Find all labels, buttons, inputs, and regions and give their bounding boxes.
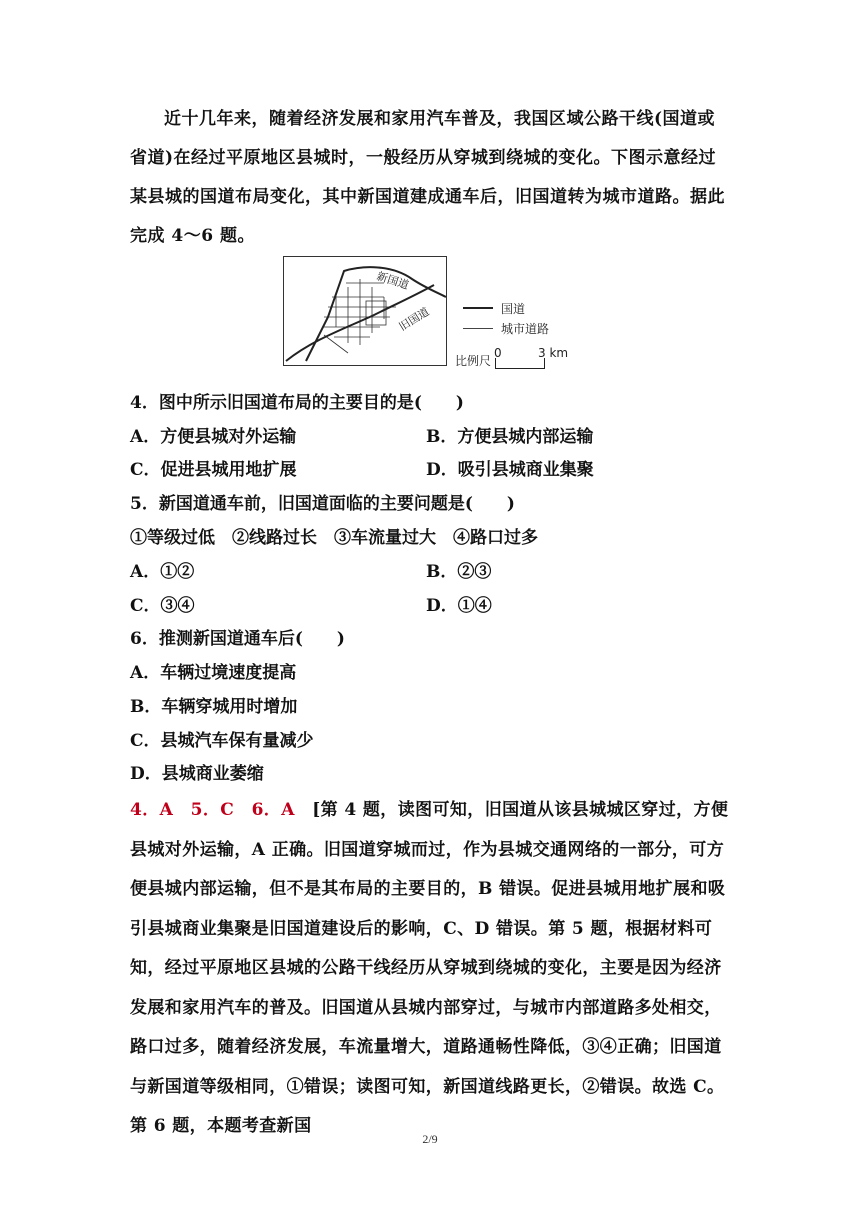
legend-city-road-label: 城市道路 <box>501 321 550 336</box>
thick-line-icon <box>463 307 493 309</box>
label-new-road: 新国道 <box>375 269 411 293</box>
scale-ruler <box>494 346 569 369</box>
scale-label: 比例尺 <box>455 354 492 368</box>
legend-highway-label: 国道 <box>501 301 526 316</box>
intro-text: 近十几年来，随着经济发展和家用汽车普及，我国区域公路干线(国道或省道)在经过平原地区县城时，一般经历从穿城到绕城的变化。下图示意经过某县城的国道布局变化，其中新国道建成通车后，旧国道转为城市道路。据此完成 4～6 题。 <box>130 109 725 246</box>
q5-items: ①等级过低 ②线路过长 ③车流量过大 ④路口过多 <box>130 528 538 548</box>
map-legend <box>463 298 549 338</box>
scale-end: 3 km <box>538 346 569 360</box>
q4-option-b: B．方便县城内部运输 <box>426 427 594 447</box>
q5-stem: 5．新国道通车前，旧国道面临的主要问题是( ) <box>130 494 515 514</box>
scale-start: 0 <box>494 346 502 360</box>
q6-option-d: D．县城商业萎缩 <box>130 764 264 784</box>
q5-option-a: A．①② <box>130 562 195 582</box>
label-old-road: 旧国道 <box>396 305 432 334</box>
q4-option-c: C．促进县城用地扩展 <box>130 460 297 480</box>
q4-option-a: A．方便县城对外运输 <box>130 427 297 447</box>
scale-bar <box>455 346 569 369</box>
answer-keys: 4．A 5．C 6．A <box>130 800 295 820</box>
city-roads <box>322 279 396 353</box>
q5-option-b: B．②③ <box>426 562 492 582</box>
answer-text: [第 4 题，读图可知，旧国道从该县城城区穿过，方便县城对外运输，A 正确。旧国道穿城而过，作为县城交通网络的一部分，可方便县城内部运输，但不是其布局的主要目的，B 错误。促进县城用地扩展和吸引县城商业集聚是旧国道建设后的影响，C、D 错误。第 5 题，根据材料可知，经过平原地区县城的公路干线经历从穿城到绕城的变化，主要是因为经济发展和家用汽车的普及。旧国道从县城内部穿过，与城市内部道路多处相交，路口过多，随着经济发展，车流量增大，道路通畅性降低，③④正确；旧国道与新国道等级相同，①错误；读图可知，新国道线路更长，②错误。故选 C。第 6 题，本题考查新国 <box>130 800 729 1136</box>
q6-stem: 6．推测新国道通车后( ) <box>130 629 345 649</box>
road-layout-figure <box>283 256 583 376</box>
legend-city-road <box>463 318 549 338</box>
q5-option-c: C．③④ <box>130 596 195 616</box>
intro-paragraph <box>130 100 730 256</box>
q6-option-b: B．车辆穿城用时增加 <box>130 697 298 717</box>
road-map <box>284 257 448 367</box>
q4-stem: 4．图中所示旧国道布局的主要目的是( ) <box>130 393 464 413</box>
q6-option-a: A．车辆过境速度提高 <box>130 663 297 683</box>
q6-option-c: C．县城汽车保有量减少 <box>130 731 314 751</box>
q4-option-d: D．吸引县城商业集聚 <box>426 460 594 480</box>
legend-highway <box>463 298 549 318</box>
map-frame <box>283 256 447 366</box>
page-number: 2/9 <box>422 1132 438 1146</box>
q5-option-d: D．①④ <box>426 596 492 616</box>
thin-line-icon <box>463 328 493 329</box>
answer-explanation <box>130 791 730 1147</box>
